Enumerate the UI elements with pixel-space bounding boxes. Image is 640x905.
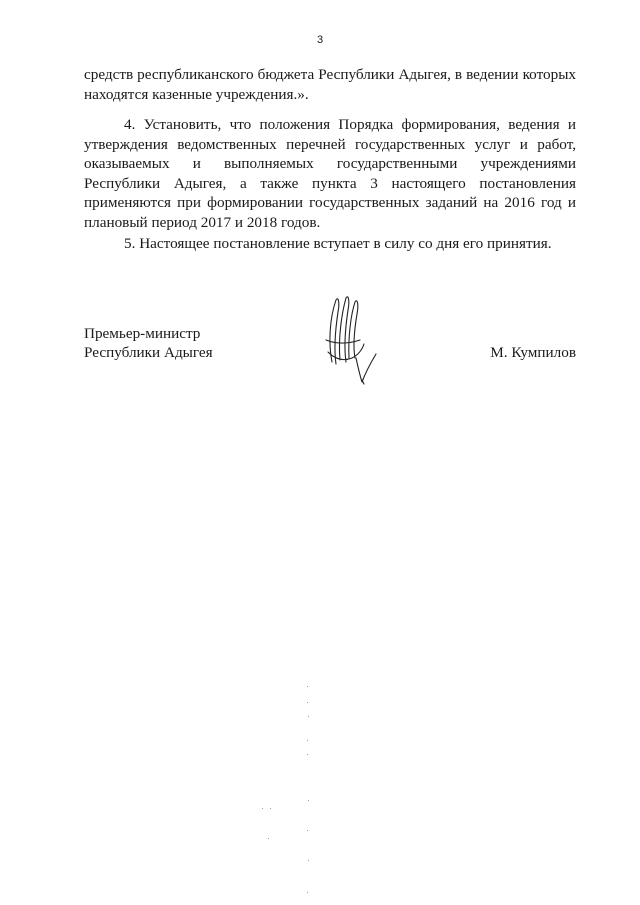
paragraph-item-5: 5. Настоящее постановление вступает в силу со дня его принятия. — [124, 235, 552, 252]
scan-specks — [250, 680, 330, 900]
continuation-paragraph: средств республиканского бюджета Республики Адыгея, в ведении которых находятся казенные учреждения.». — [84, 66, 576, 103]
signatory-position — [84, 324, 213, 362]
signatory-name: М. Кумпилов — [490, 344, 576, 361]
paragraph-item-4: 4. Установить, что положения Порядка формирования, ведения и утверждения ведомственных перечней государственных услуг и работ, оказываемых и выполняемых государственными учреждениями Республики Адыгея, а также пункта 3 настоящего постановления применяются при формировании государственных заданий на 2016 год и плановый период 2017 и 2018 годов. — [84, 116, 576, 231]
handwritten-signature — [318, 292, 388, 387]
position-line-1: Премьер-министр — [84, 325, 201, 342]
position-line-2: Республики Адыгея — [84, 344, 213, 361]
page-number: 3 — [316, 34, 324, 46]
